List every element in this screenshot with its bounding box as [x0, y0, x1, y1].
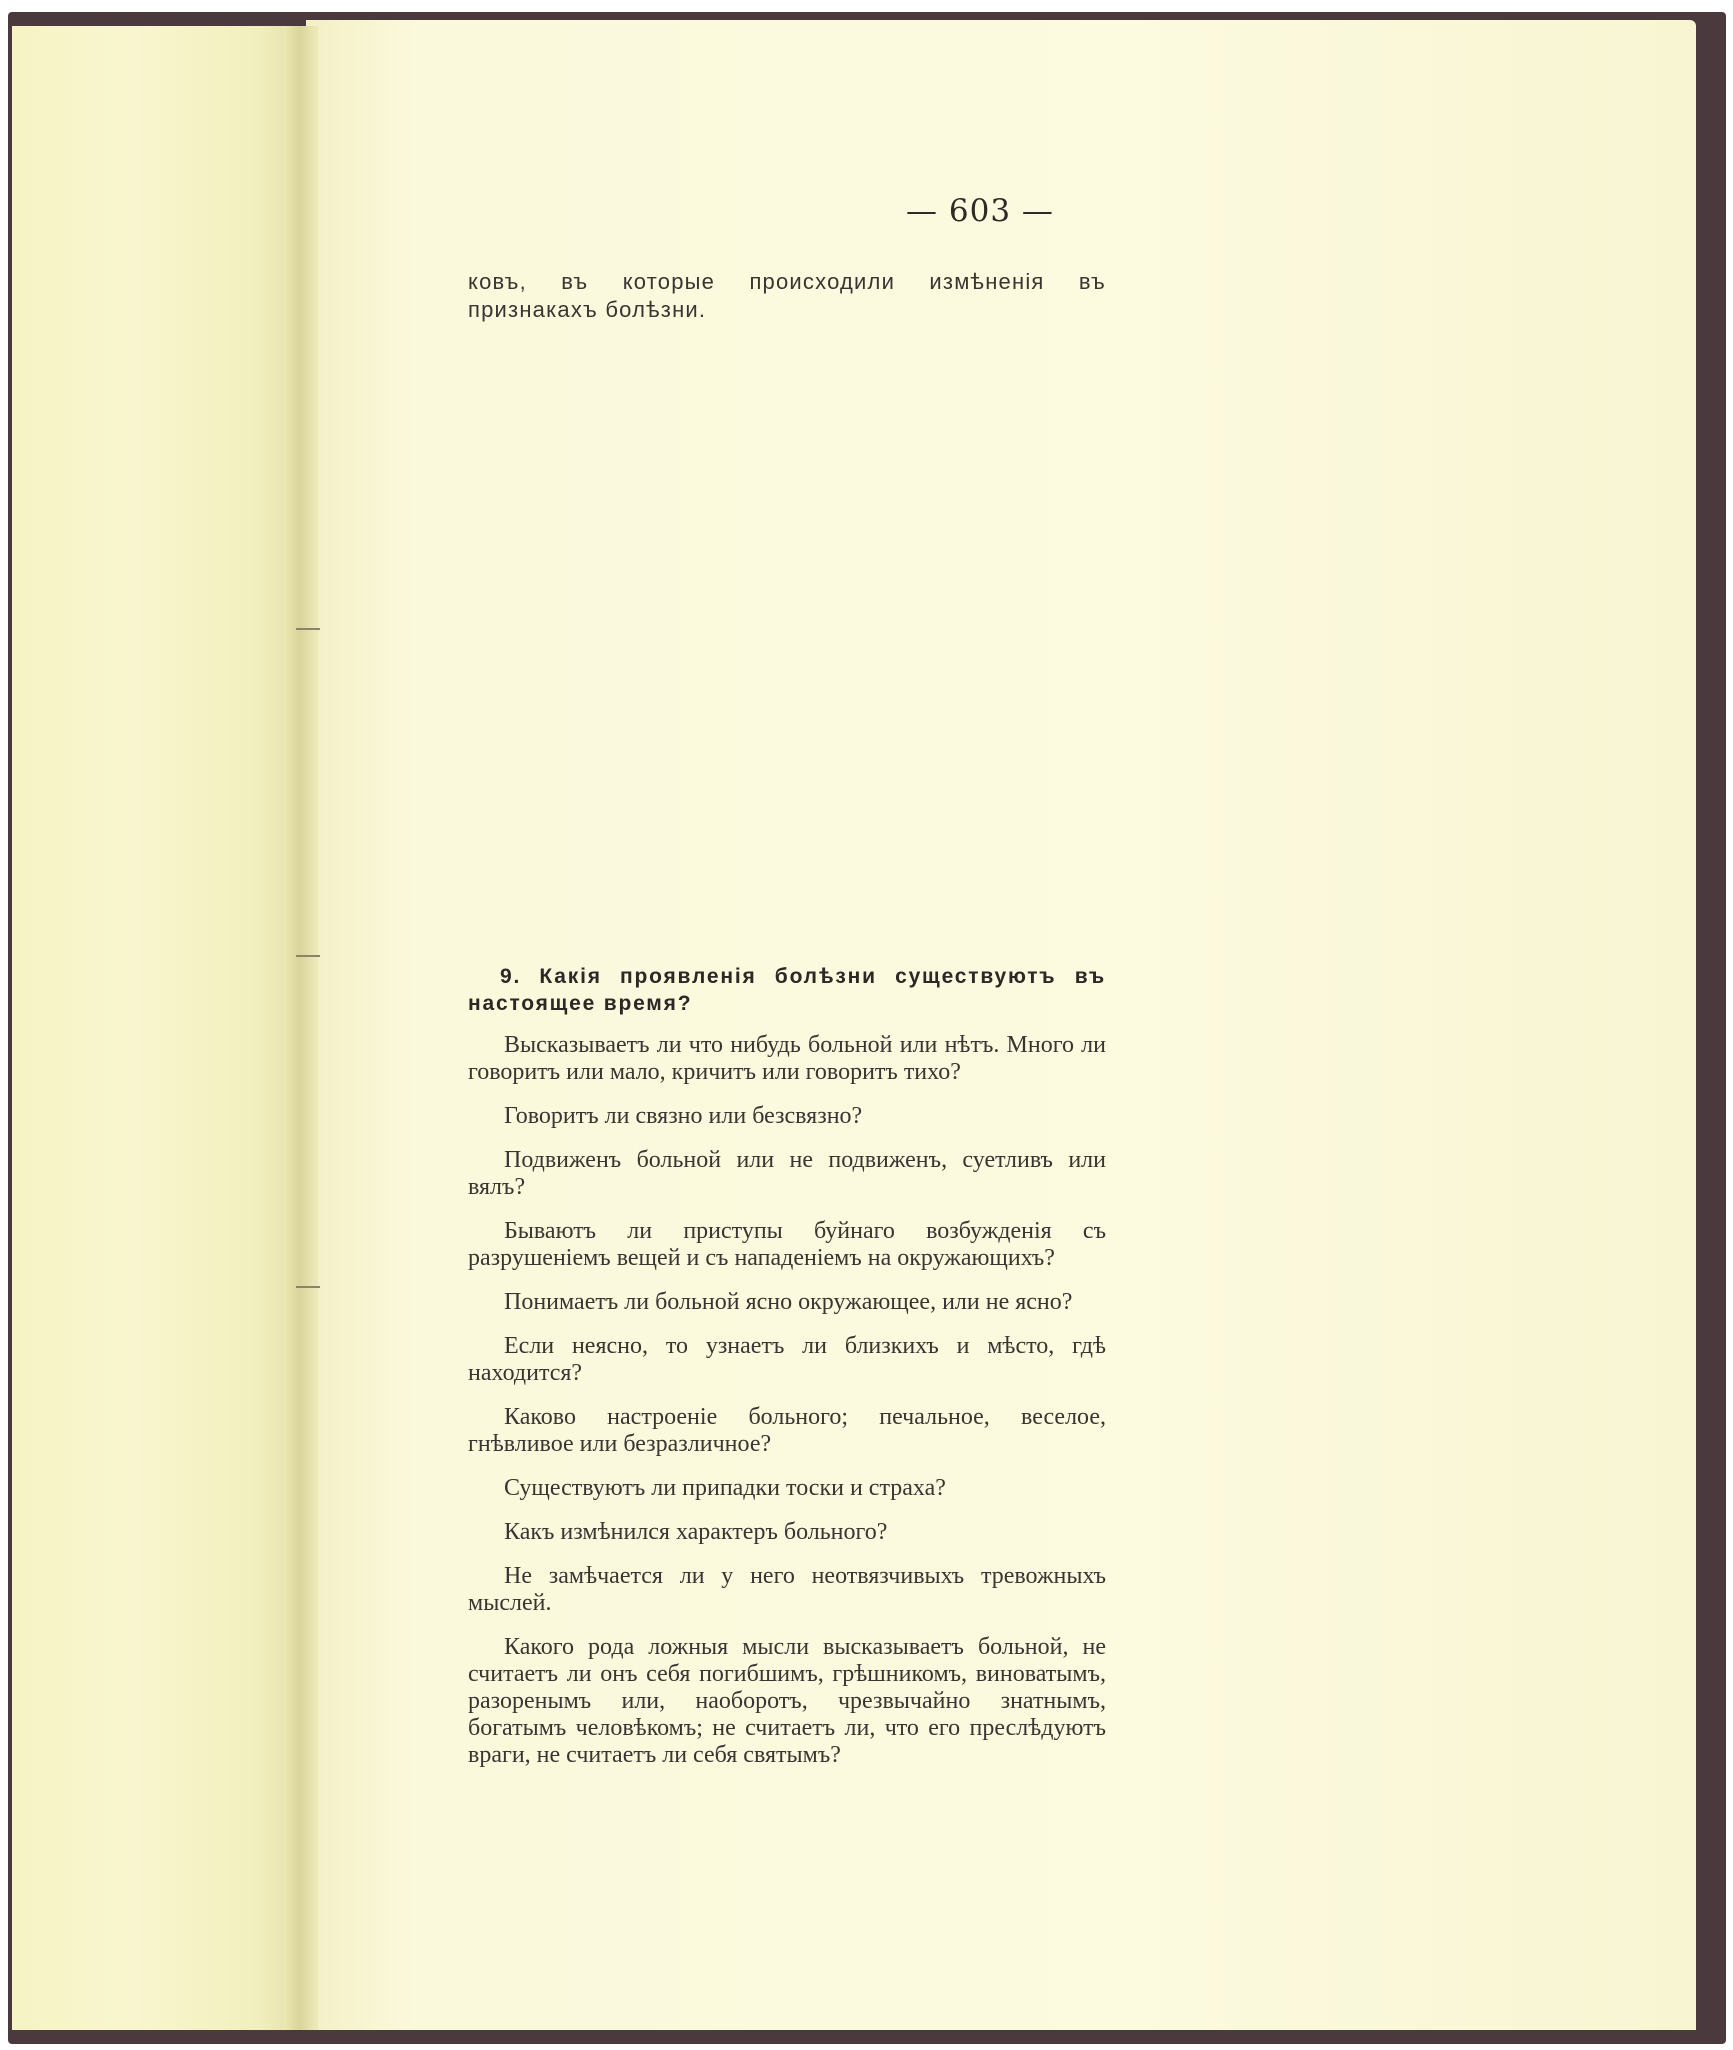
- question-paragraph: Какъ измѣнился характеръ больного?: [504, 1519, 888, 1545]
- page-number: — 603 —: [906, 193, 1054, 229]
- continued-paragraph: ковъ, въ которые происходили измѣненія въ признакахъ болѣзни.: [468, 269, 1106, 322]
- margin-mark: [296, 955, 320, 957]
- question-paragraph: Какого рода ложныя мысли высказываетъ больной, не считаетъ ли онъ себя погибшимъ, грѣшникомъ, виноватымъ, разоренымъ или, наоборотъ, чрезвычайно знатнымъ, богатымъ человѣкомъ; не считаетъ ли, что его преслѣдуютъ враги, не считаетъ ли себя святымъ?: [468, 1634, 1106, 1768]
- left-page-blank: [12, 26, 302, 2030]
- question-paragraph: Не замѣчается ли у него неотвязчивыхъ тревожныхъ мыслей.: [468, 1563, 1106, 1616]
- question-list: [468, 1032, 1106, 1786]
- section-heading: 9. Какія проявленія болѣзни существуютъ въ настоящее время?: [468, 965, 1106, 1015]
- question-paragraph: Если неясно, то узнаетъ ли близкихъ и мѣсто, гдѣ находится?: [468, 1333, 1106, 1386]
- margin-mark: [296, 628, 320, 630]
- margin-mark: [296, 1286, 320, 1288]
- question-paragraph: Каково настроеніе больного; печальное, веселое, гнѣвливое или безразличное?: [468, 1404, 1106, 1457]
- question-paragraph: Высказываетъ ли что нибудь больной или нѣтъ. Много ли говоритъ или мало, кричитъ или говоритъ тихо?: [468, 1032, 1106, 1085]
- question-paragraph: Подвиженъ больной или не подвиженъ, суетливъ или вялъ?: [468, 1147, 1106, 1200]
- question-paragraph: Говоритъ ли связно или безсвязно?: [504, 1103, 863, 1129]
- question-paragraph: Понимаетъ ли больной ясно окружающее, или не ясно?: [504, 1289, 1073, 1315]
- question-paragraph: Бываютъ ли приступы буйнаго возбужденія съ разрушеніемъ вещей и съ нападеніемъ на окружающихъ?: [468, 1218, 1106, 1271]
- book-gutter: [284, 26, 318, 2030]
- question-paragraph: Существуютъ ли припадки тоски и страха?: [504, 1475, 946, 1501]
